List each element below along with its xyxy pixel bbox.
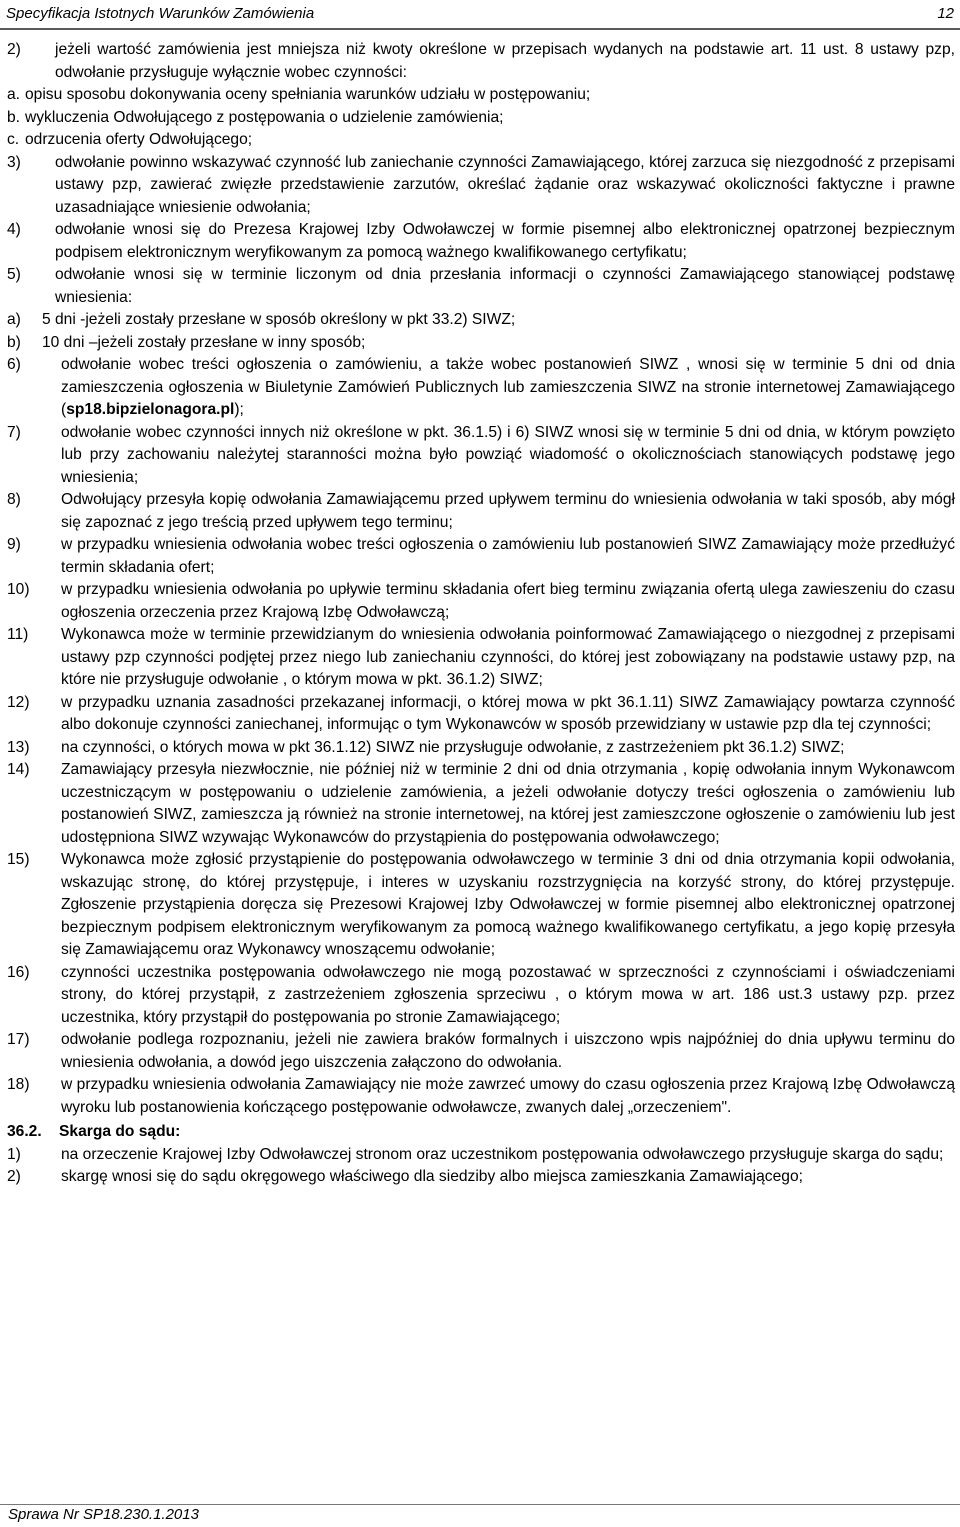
- list-item-text: 5 dni -jeżeli zostały przesłane w sposób określony w pkt 33.2) SIWZ;: [42, 311, 516, 328]
- section-title: Skarga do sądu:: [59, 1123, 181, 1140]
- list-item-b: [7, 107, 955, 130]
- list-item-text: w przypadku uznania zasadności przekazanej informacji, o której mowa w pkt 36.1.11) SIWZ Zamawiający powtarza czynność albo dokonuje czynności zaniechanej, informując o tym Wykonawców w sposób przewidziany w ustawie pzp dla tej czynności;: [61, 693, 955, 733]
- list-item-c: [7, 129, 955, 152]
- list-item-text: wykluczenia Odwołującego z postępowania o udzielenie zamówienia;: [25, 108, 504, 126]
- list-marker: 18): [7, 1076, 30, 1093]
- list-item-3: [7, 152, 955, 220]
- list-item-s1: [7, 1144, 955, 1167]
- list-item-text: opisu sposobu dokonywania oceny spełniania warunków udziału w postępowaniu;: [25, 86, 591, 103]
- list-item-8: [7, 489, 955, 534]
- list-item-text: jeżeli wartość zamówienia jest mniejsza niż kwoty określone w przepisach wydanych na podstawie art. 11 ust. 8 ustawy pzp, odwołanie przysługuje wyłącznie wobec czynności:: [55, 41, 955, 81]
- list-item-text: w przypadku wniesienia odwołania po upływie terminu składania ofert bieg terminu związania ofertą ulega zawieszeniu do czasu ogłoszenia orzeczenia przez Krajową Izbę Odwoławczą;: [61, 581, 955, 621]
- list-item-text-pre: odwołanie wobec treści ogłoszenia o zamówieniu, a także wobec postanowień SIWZ , wnosi się w terminie 5 dni od dnia zamieszczenia ogłoszenia w Biuletynie Zamówień Publicznych lub zamieszczenia SIWZ na stronie internetowej Zamawiającego (: [61, 356, 955, 418]
- list-marker: 17): [7, 1031, 30, 1048]
- list-item-4: [7, 219, 955, 264]
- list-item-text: [61, 354, 955, 422]
- list-item-6: [7, 354, 955, 422]
- list-item-text: skargę wnosi się do sądu okręgowego właściwego dla siedziby albo miejsca zamieszkania Zamawiającego;: [61, 1168, 803, 1185]
- document-title: Specyfikacja Istotnych Warunków Zamówienia: [6, 4, 315, 22]
- list-item-text: na orzeczenie Krajowej Izby Odwoławczej stronom oraz uczestnikom postępowania odwoławczego przysługuje skarga do sądu;: [61, 1145, 944, 1163]
- list-item-text: na czynności, o których mowa w pkt 36.1.12) SIWZ nie przysługuje odwołanie, z zastrzeżeniem pkt 36.1.2) SIWZ;: [61, 738, 845, 756]
- list-item-text-post: );: [234, 401, 244, 418]
- list-item-text: odwołanie wnosi się do Prezesa Krajowej Izby Odwoławczej w formie pisemnej albo elektronicznej opatrzonej bezpiecznym podpisem elektronicznym weryfikowanym za pomocą ważnego kwalifikowanego certyfikatu;: [55, 221, 955, 261]
- list-item-a: [7, 84, 955, 107]
- page-number: 12: [937, 4, 954, 22]
- list-marker: c.: [7, 131, 20, 148]
- list-marker: a): [7, 311, 21, 328]
- list-item-17: [7, 1029, 955, 1074]
- list-marker: 3): [7, 153, 21, 171]
- list-marker: 15): [7, 851, 30, 868]
- page-header: [6, 0, 954, 26]
- list-item-text: odwołanie powinno wskazywać czynność lub zaniechanie czynności Zamawiającego, której zarzuca się niezgodność z przepisami ustawy pzp, zawierać zwięzłe przedstawienie zarzutów, określać żądanie oraz wskazywać okoliczności faktyczne i prawne uzasadniające wniesienie odwołania;: [55, 153, 955, 216]
- list-item-text: odwołanie podlega rozpoznaniu, jeżeli nie zawiera braków formalnych i uiszczono wpis najpóźniej do dnia upływu terminu do wniesienia odwołania, a dowód jego uiszczenia załączono do odwołania.: [61, 1031, 955, 1071]
- list-marker: 1): [7, 1145, 21, 1163]
- list-item-7: [7, 422, 955, 490]
- list-marker: 14): [7, 761, 30, 778]
- website-address: sp18.bipzielonagora.pl: [66, 401, 235, 418]
- list-item-text: odrzucenia oferty Odwołującego;: [25, 131, 253, 148]
- list-marker: 2): [7, 1168, 21, 1185]
- section-number: 36.2.: [7, 1123, 42, 1140]
- list-marker: 11): [7, 626, 29, 643]
- list-marker: 7): [7, 423, 21, 441]
- list-item-text: w przypadku wniesienia odwołania Zamawiający nie może zawrzeć umowy do czasu ogłoszenia przez Krajową Izbę Odwoławczą wyroku lub postanowienia kończącego postępowanie odwoławcze, zwanych dalej „orzeczeniem".: [61, 1076, 955, 1116]
- list-marker: 10): [7, 581, 30, 598]
- list-item-5: [7, 264, 955, 309]
- list-item-5a: [7, 309, 955, 332]
- list-item-14: [7, 759, 955, 849]
- footer-divider: [0, 1504, 960, 1505]
- section-heading: [7, 1121, 955, 1144]
- list-item-s2: [7, 1166, 955, 1189]
- list-marker: b.: [7, 108, 21, 126]
- case-number: Sprawa Nr SP18.230.1.2013: [8, 1506, 199, 1523]
- list-item-5b: [7, 332, 955, 355]
- list-marker: 5): [7, 266, 21, 283]
- list-item-11: [7, 624, 955, 692]
- list-item-12: [7, 692, 955, 737]
- list-marker: 12): [7, 693, 30, 711]
- list-marker: 16): [7, 963, 30, 981]
- list-marker: 2): [7, 41, 21, 58]
- list-item-18: [7, 1074, 955, 1119]
- document-body: [7, 39, 955, 1189]
- list-marker: 13): [7, 738, 30, 756]
- list-item-16: [7, 962, 955, 1030]
- list-item-text: Wykonawca może zgłosić przystąpienie do postępowania odwoławczego w terminie 3 dni od dnia otrzymania kopii odwołania, wskazując stronę, do której przystępuje, i interes w uzyskaniu rozstrzygnięcia na korzyść strony, do której przystępuje. Zgłoszenie przystąpienia doręcza się Prezesowi Krajowej Izby Odwoławczej w formie pisemnej albo elektronicznej opatrzonej bezpiecznym podpisem elektronicznym weryfikowanym za pomocą ważnego kwalifikowanego certyfikatu, a jego kopię przesyła się Zamawiającemu oraz Wykonawcy wnoszącemu odwołanie;: [61, 851, 955, 958]
- list-marker: 6): [7, 356, 21, 373]
- list-item-text: odwołanie wobec czynności innych niż określone w pkt. 36.1.5) i 6) SIWZ wnosi się w terminie 5 dni od dnia, w którym powzięto lub przy zachowaniu należytej staranności można było powziąć wiadomość o okolicznościach stanowiących podstawę jego wniesienia;: [61, 423, 955, 486]
- list-item-10: [7, 579, 955, 624]
- list-item-13: [7, 737, 955, 760]
- list-marker: a.: [7, 86, 21, 103]
- header-divider: [0, 28, 960, 30]
- list-item-15: [7, 849, 955, 962]
- list-item-text: odwołanie wnosi się w terminie liczonym od dnia przesłania informacji o czynności Zamawiającego stanowiącej podstawę wniesienia:: [55, 266, 955, 306]
- list-item-text: Odwołujący przesyła kopię odwołania Zamawiającemu przed upływem terminu do wniesienia odwołania w taki sposób, aby mógł się zapoznać z jego treścią przed upływem tego terminu;: [61, 491, 955, 531]
- list-item-text: 10 dni –jeżeli zostały przesłane w inny sposób;: [42, 333, 366, 351]
- list-marker: b): [7, 333, 21, 351]
- list-marker: 8): [7, 491, 21, 508]
- list-item-2: [7, 39, 955, 84]
- list-marker: 9): [7, 536, 21, 553]
- list-item-text: w przypadku wniesienia odwołania wobec treści ogłoszenia o zamówieniu lub postanowień SIWZ Zamawiający może przedłużyć termin składania ofert;: [61, 536, 955, 576]
- list-item-text: Zamawiający przesyła niezwłocznie, nie później niż w terminie 2 dni od dnia otrzymania , kopię odwołania innym Wykonawcom uczestniczącym w postępowaniu o udzielenie zamówienia, a jeżeli odwołanie dotyczy treści ogłoszenia o zamówieniu lub postanowień SIWZ, zamieszcza ją również na stronie internetowej, na której jest zamieszczone ogłoszenie o zamówieniu lub jest udostępniona SIWZ wzywając Wykonawców do przystąpienia do postępowania odwoławczego;: [61, 761, 955, 846]
- list-item-9: [7, 534, 955, 579]
- list-item-text: Wykonawca może w terminie przewidzianym do wniesienia odwołania poinformować Zamawiającego o niezgodnej z przepisami ustawy pzp czynności podjętej przez niego lub zaniechaniu czynności, do której jest zobowiązany na podstawie ustawy pzp, na które nie przysługuje odwołanie , o którym mowa w pkt. 36.1.2) SIWZ;: [61, 626, 955, 688]
- list-marker: 4): [7, 221, 21, 238]
- list-item-text: czynności uczestnika postępowania odwoławczego nie mogą pozostawać w sprzeczności z czynnościami i oświadczeniami strony, do której przystąpił, z zastrzeżeniem zgłoszenia sprzeciwu , o którym mowa w art. 186 ust.3 ustawy pzp. przez uczestnika, który przystąpił do postępowania po stronie Zamawiającego;: [61, 963, 955, 1026]
